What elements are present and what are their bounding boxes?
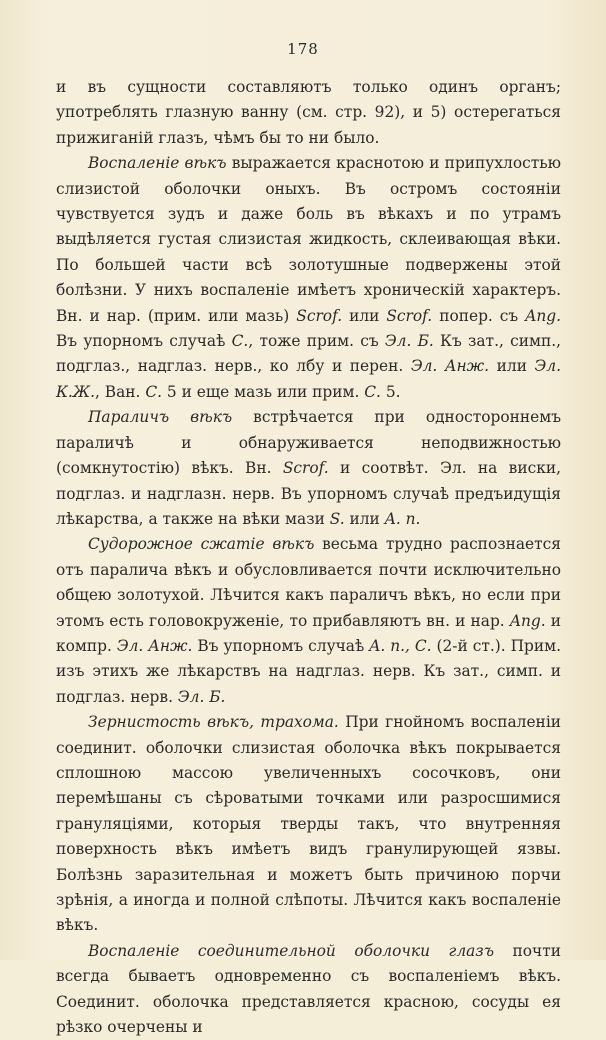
text-run: или (342, 306, 387, 325)
italic-term: Судорожное сжатiе вѣкъ (88, 535, 315, 554)
text-run: , Ван. (95, 382, 146, 401)
paragraph-eyelid-inflammation (56, 151, 561, 405)
text-run: Въ упорномъ случаѣ (192, 636, 370, 655)
italic-term: Эл. К.Ж. (56, 357, 561, 401)
italic-term: Scrof. (386, 306, 433, 325)
text-run: выражается краснотою и припухлостью слизистой оболочки оныхъ. Въ остромъ состоянiи чувствуется зудъ и даже боль въ вѣкахъ и по утрамъ выдѣляется густая слизистая жидкость, склеивающая вѣки. По большей части всѣ золотушные подвержены этой болѣзни. У нихъ воспаленiе имѣетъ хроническiй характеръ. Вн. и нар. (прим. или мазь) (56, 154, 561, 325)
italic-term: Эл. Анж. (410, 357, 490, 376)
text-run: или (489, 357, 535, 376)
paragraph-continuation (56, 75, 561, 151)
italic-term: С. (231, 332, 249, 351)
text-run: или (344, 509, 385, 528)
paragraph-conjunctivitis (56, 939, 561, 1040)
italic-term: Эл. Б. (384, 332, 434, 351)
italic-term: A. n. (384, 509, 421, 528)
text-run: Въ упорномъ случаѣ (56, 332, 232, 351)
italic-term: Эл. Б. (177, 687, 226, 706)
text-run: почти всегда бываетъ одновременно съ воспаленiемъ вѣкъ. Соединит. оболочка представляется красною, сосуды ея рѣзко очерчены и (56, 941, 561, 1037)
italic-term: Воспаленiе соединительной оболочки глазъ (88, 941, 494, 960)
italic-term: A. n., С. (369, 636, 432, 655)
paragraph-eyelid-spasm (56, 532, 561, 710)
paragraph-eyelid-paralysis (56, 405, 561, 532)
text-run: Къ зат., симп., подглаз., надглаз. нерв., ко лбу и перен. (56, 332, 561, 376)
italic-term: Scrof. (296, 306, 343, 325)
italic-term: Ang. (525, 306, 561, 325)
italic-term: С. (364, 382, 381, 401)
italic-term: Параличъ вѣкъ (88, 408, 233, 427)
text-run: При гнойномъ воспаленiи соединит. оболочки слизистая оболочка вѣкъ покрывается сплошною массою увеличенныхъ сосочковъ, они перемѣшаны съ сѣроватыми точками или разросшимися грануляцiями, которыя тверды такъ, что внутренняя поверхность вѣкъ имѣетъ видъ гранулирующей язвы. Болѣзнь заразительная и можетъ быть причиною порчи зрѣнiя, а иногда и полной слѣпоты. Лѣчится какъ воспаленiе вѣкъ. (56, 713, 561, 935)
italic-term: S. (329, 509, 345, 528)
page-number: 178 (287, 40, 319, 58)
text-run: 5. (380, 382, 401, 401)
text-run: и компр. (56, 611, 561, 655)
text-run: (2-й ст.). Прим. изъ этихъ же лѣкарствъ на надглаз. нерв. Къ зат., симп. и подглаз. нерв. (56, 636, 561, 706)
text-run: попер. съ (432, 306, 526, 325)
italic-term: Зернистость вѣкъ, трахома. (88, 713, 339, 732)
italic-term: Воспаленiе вѣкъ (88, 154, 227, 173)
italic-term: Эл. Анж. (116, 636, 193, 655)
text-run: 5 и еще мазь или прим. (162, 382, 365, 401)
page-body (56, 75, 561, 1040)
text-run: встрѣчается при одностороннемъ параличѣ и обнаруживается неподвижностью (сомкнутостiю) вѣкъ. Вн. (56, 408, 561, 478)
text-run: и соотвѣт. Эл. на виски, подглаз. и надглазн. нерв. Въ упорномъ случаѣ предъидущiя лѣкарства, а также на вѣки мази (56, 459, 561, 528)
text-run: весьма трудно распознается отъ паралича вѣкъ и обусловливается почти исключительно общею золотухой. Лѣчится какъ параличъ вѣкъ, но если при этомъ есть головокруженiе, то прибавляютъ вн. и нар. (56, 535, 561, 630)
italic-term: Scrof. (282, 459, 329, 478)
italic-term: С. (145, 382, 162, 401)
paragraph-trachoma (56, 710, 561, 939)
text-run: , тоже прим. съ (248, 332, 385, 351)
text-run: и въ сущности составляютъ только одинъ органъ; употреблять глазную ванну (см. стр. 92), и 5) остерегаться прижиганiй глазъ, чѣмъ бы то ни было. (56, 78, 561, 147)
italic-term: Ang. (509, 611, 546, 630)
